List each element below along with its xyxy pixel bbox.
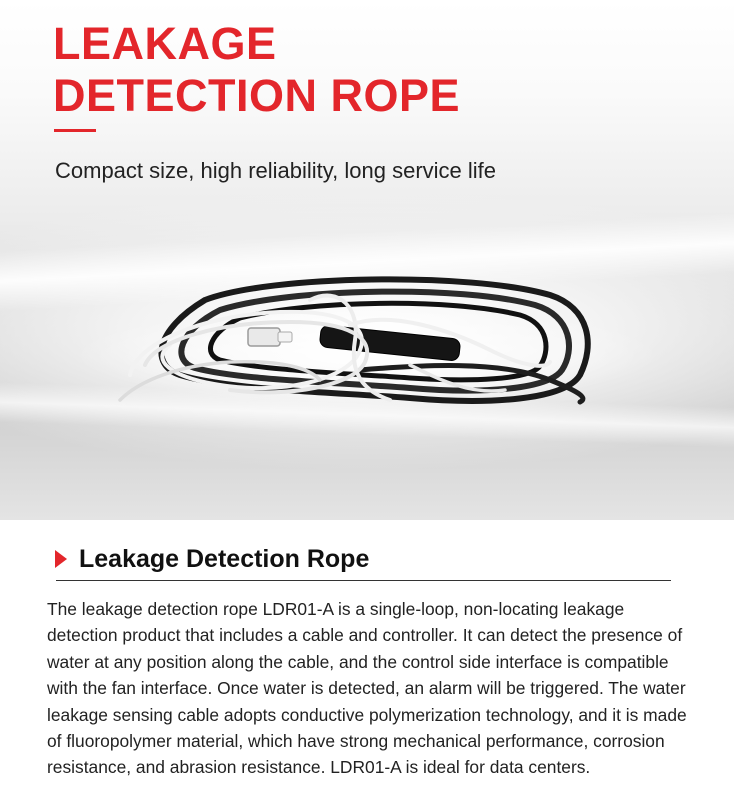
title-accent-underline [54,129,96,132]
section-header [55,544,369,574]
section-divider [56,580,671,581]
hero-subtitle: Compact size, high reliability, long service life [55,158,496,183]
page-title-line-1: LEAKAGE [53,18,277,69]
section-heading: Leakage Detection Rope [79,545,370,573]
connector-plug [248,328,280,346]
triangle-right-icon [55,550,67,568]
page-title-line-2: DETECTION ROPE [53,70,461,121]
product-description-section [0,520,734,811]
leakage-detection-rope-image [110,270,610,420]
page-title [53,18,460,122]
section-body-text: The leakage detection rope LDR01-A is a single-loop, non-locating leakage detection product that includes a cable and controller. It can detect the presence of water at any position along the cable, and the control side interface is compatible with the fan interface. Once water is detected, an alarm will be triggered. The water leakage sensing cable adopts conductive polymerization technology, and it is made of fluoropolymer material, which have strong mechanical performance, corrosion resistance, and abrasion resistance. LDR01-A is ideal for data centers. [47,599,687,778]
connector-plug-tip [278,332,292,342]
